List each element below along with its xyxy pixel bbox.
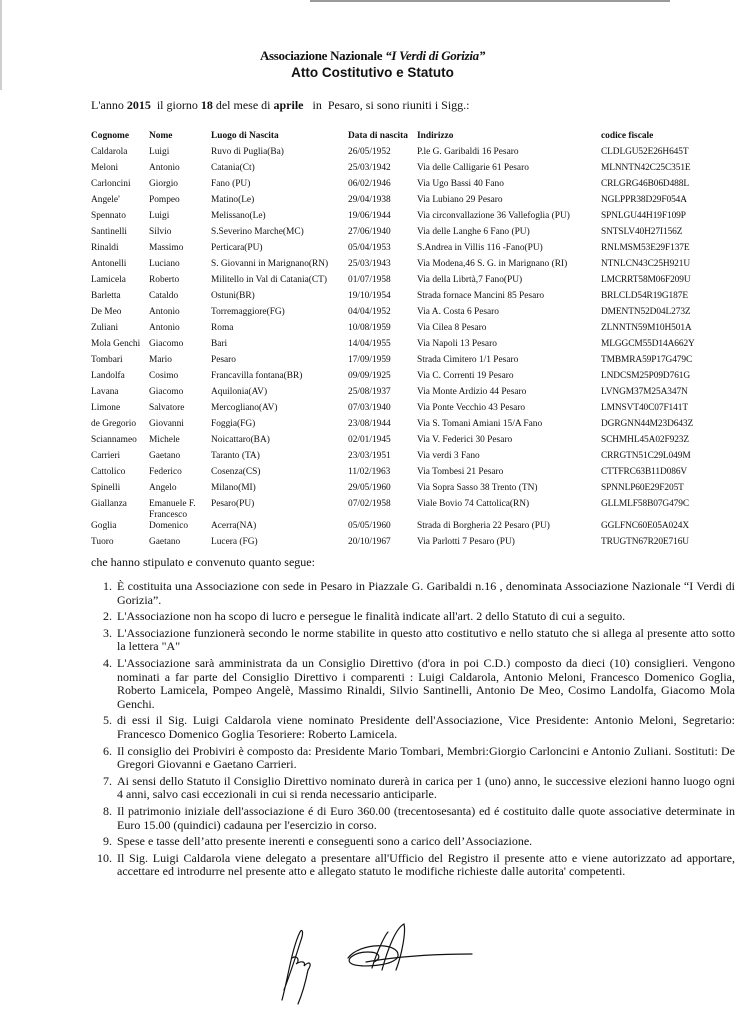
cell-nome: Gaetano (149, 537, 181, 547)
cell-nome: Pompeo (149, 195, 180, 205)
cell-data-nascita: 25/03/1943 (348, 259, 391, 269)
cell-data-nascita: 23/03/1951 (348, 451, 391, 461)
cell-luogo-nascita: Aquilonia(AV) (211, 387, 268, 397)
cell-luogo-nascita: Militello in Val di Catania(CT) (211, 275, 327, 285)
cell-data-nascita: 29/04/1938 (348, 195, 391, 205)
signature-graphic (270, 918, 490, 1008)
table-row (91, 355, 721, 371)
cell-data-nascita: 19/06/1944 (348, 211, 391, 221)
cell-codice-fiscale: MLGGCM55D14A662Y (601, 339, 695, 349)
cell-codice-fiscale: RNLMSM53E29F137E (601, 243, 690, 253)
cell-cognome: Carloncini (91, 179, 131, 189)
cell-nome: Giacomo (149, 387, 184, 397)
cell-codice-fiscale: CRLGRG46B06D488L (601, 179, 689, 189)
association-title (0, 48, 745, 64)
cell-indirizzo: Strada di Borgheria 22 Pesaro (PU) (417, 521, 550, 531)
cell-luogo-nascita: Ostuni(BR) (211, 291, 255, 301)
cell-indirizzo: P.le G. Garibaldi 16 Pesaro (417, 147, 519, 157)
cell-codice-fiscale: SCHMHL45A02F923Z (601, 435, 689, 445)
article-item: 8. Il patrimonio iniziale dell'associazione é di Euro 360.00 (trecentosesanta) ed é costituito dalle quote associative determinate in Euro 15.00 (quindici) cadauna per l'esercizio in corso. (115, 805, 735, 832)
table-row (91, 521, 721, 537)
table-row (91, 211, 721, 227)
signature-1-stroke (282, 930, 303, 1000)
column-header-data-nascita: Data di nascita (348, 131, 408, 141)
table-row (91, 259, 721, 275)
cell-nome: Antonio (149, 307, 180, 317)
cell-cognome: Lamicela (91, 275, 126, 285)
cell-data-nascita: 11/02/1963 (348, 467, 391, 477)
cell-luogo-nascita: Fano (PU) (211, 179, 251, 189)
table-row (91, 275, 721, 291)
cell-luogo-nascita: Matino(Le) (211, 195, 255, 205)
cell-codice-fiscale: GGLFNC60E05A024X (601, 521, 689, 531)
stipulation-line: che hanno stipulato e convenuto quanto segue: (91, 555, 315, 569)
cell-cognome: Spennato (91, 211, 126, 221)
cell-indirizzo: Via A. Costa 6 Pesaro (417, 307, 499, 317)
cell-indirizzo: Viale Bovio 74 Cattolica(RN) (417, 499, 530, 509)
cell-indirizzo: Via Ugo Bassi 40 Fano (417, 179, 504, 189)
cell-data-nascita: 07/03/1940 (348, 403, 391, 413)
cell-cognome: de Gregorio (91, 419, 137, 429)
cell-luogo-nascita: Bari (211, 339, 228, 349)
article-item: 9. Spese e tasse dell’atto presente inerenti e conseguenti sono a carico dell’Associazione. (115, 835, 735, 849)
cell-luogo-nascita: Roma (211, 323, 234, 333)
cell-nome: Mario (149, 355, 172, 365)
signature-2-underline (366, 954, 472, 962)
cell-nome: Giovanni (149, 419, 184, 429)
cell-data-nascita: 25/03/1942 (348, 163, 391, 173)
table-row (91, 467, 721, 483)
signature-1-letters (292, 957, 310, 1004)
table-row (91, 451, 721, 467)
cell-codice-fiscale: SPNLGU44H19F109P (601, 211, 686, 221)
table-row (91, 307, 721, 323)
cell-data-nascita: 10/08/1959 (348, 323, 391, 333)
cell-indirizzo: Via Cilea 8 Pesaro (417, 323, 487, 333)
article-item: 3. L'Associazione funzionerà secondo le norme stabilite in questo atto costitutivo e nello statuto che si allega al presente atto sotto la lettera "A" (115, 627, 735, 654)
cell-nome: Giorgio (149, 179, 178, 189)
cell-codice-fiscale: NTNLCN43C25H921U (601, 259, 691, 269)
cell-data-nascita: 17/09/1959 (348, 355, 391, 365)
table-row (91, 419, 721, 435)
cell-indirizzo: Strada fornace Mancini 85 Pesaro (417, 291, 545, 301)
article-item: 6. Il consiglio dei Probiviri è composto da: Presidente Mario Tombari, Membri:Giorgio Carloncini e Antonio Zuliani. Sostituti: De Gregori Giovanni e Gaetano Carrieri. (115, 745, 735, 772)
column-header-luogo-nascita: Luogo di Nascita (211, 131, 279, 141)
cell-data-nascita: 23/08/1944 (348, 419, 391, 429)
table-row (91, 483, 721, 499)
article-item: 5. di essi il Sig. Luigi Caldarola viene nominato Presidente dell'Associazione, Vice Presidente: Antonio Meloni, Segretario: Francesco Domenico Goglia Tesoriere: Roberto Lamicela. (115, 714, 735, 741)
cell-nome: Angelo (149, 483, 177, 493)
members-table-body (91, 147, 721, 553)
scan-edge-line (310, 0, 670, 2)
cell-indirizzo: Via delle Calligarie 61 Pesaro (417, 163, 529, 173)
cell-codice-fiscale: DMENTN52D04L273Z (601, 307, 691, 317)
cell-luogo-nascita: Lucera (FG) (211, 537, 258, 547)
cell-indirizzo: Via Lubiano 29 Pesaro (417, 195, 503, 205)
table-row (91, 403, 721, 419)
cell-cognome: Mola Genchi (91, 339, 141, 349)
cell-codice-fiscale: DGRGNN44M23D643Z (601, 419, 694, 429)
table-row (91, 323, 721, 339)
cell-data-nascita: 25/08/1937 (348, 387, 391, 397)
article-item: 10. Il Sig. Luigi Caldarola viene delegato a presentare all'Ufficio del Registro il presente atto e viene autorizzato ad apportare, accettare ed introdurre nel presente atto e allegato statuto le modifiche richieste dalle autorita' competenti. (115, 852, 735, 879)
cell-cognome: Barletta (91, 291, 121, 301)
cell-cognome: De Meo (91, 307, 122, 317)
column-header-cognome: Cognome (91, 131, 130, 141)
cell-indirizzo: Via verdi 3 Fano (417, 451, 480, 461)
cell-indirizzo: Via Sopra Sasso 38 Trento (TN) (417, 483, 538, 493)
cell-cognome: Zuliani (91, 323, 119, 333)
cell-luogo-nascita: Catania(Ct) (211, 163, 255, 173)
cell-nome: Federico (149, 467, 182, 477)
cell-cognome: Meloni (91, 163, 119, 173)
cell-luogo-nascita: Pesaro (211, 355, 236, 365)
table-row (91, 537, 721, 553)
cell-indirizzo: Via Parlotti 7 Pesaro (PU) (417, 537, 515, 547)
table-row (91, 179, 721, 195)
cell-luogo-nascita: Mercogliano(AV) (211, 403, 278, 413)
cell-data-nascita: 01/07/1958 (348, 275, 391, 285)
cell-cognome: Angele' (91, 195, 120, 205)
article-item: 1. È costituita una Associazione con sede in Pesaro in Piazzale G. Garibaldi n.16 , denominata Associazione Nazionale “I Verdi di Gorizia”. (115, 580, 735, 607)
cell-cognome: Cattolico (91, 467, 126, 477)
table-row (91, 291, 721, 307)
cell-line: Emanuele F. (149, 499, 196, 509)
document-header (0, 48, 745, 80)
cell-codice-fiscale: LMCRRT58M06F209U (601, 275, 691, 285)
cell-codice-fiscale: LMNSVT40C07F141T (601, 403, 688, 413)
cell-data-nascita: 19/10/1954 (348, 291, 391, 301)
articles-list (91, 580, 735, 882)
cell-nome: Massimo (149, 243, 184, 253)
cell-data-nascita: 05/05/1960 (348, 521, 391, 531)
table-row (91, 387, 721, 403)
cell-data-nascita: 05/04/1953 (348, 243, 391, 253)
cell-nome: Domenico (149, 521, 189, 531)
cell-indirizzo: Via Napoli 13 Pesaro (417, 339, 497, 349)
article-item: 2. L'Associazione non ha scopo di lucro e persegue le finalità indicate all'art. 2 dello Statuto di cui a seguito. (115, 610, 735, 624)
cell-codice-fiscale: CTTFRC63B11D086V (601, 467, 688, 477)
cell-luogo-nascita: Francavilla fontana(BR) (211, 371, 303, 381)
cell-codice-fiscale: BRLCLD54R19G187E (601, 291, 688, 301)
document-title: Atto Costitutivo e Statuto (291, 65, 454, 80)
cell-cognome: Goglia (91, 521, 117, 531)
association-name: “I Verdi di Gorizia” (385, 48, 486, 63)
cell-nome: Luciano (149, 259, 180, 269)
intro-text-1: L'anno (91, 98, 127, 112)
cell-nome: Antonio (149, 323, 180, 333)
cell-luogo-nascita: Milano(MI) (211, 483, 256, 493)
signatures (270, 918, 490, 1008)
cell-luogo-nascita: Noicattaro(BA) (211, 435, 270, 445)
table-row (91, 147, 721, 163)
cell-luogo-nascita: Perticara(PU) (211, 243, 263, 253)
table-row (91, 195, 721, 211)
cell-indirizzo: Via circonvallazione 36 Vallefoglia (PU) (417, 211, 570, 221)
cell-indirizzo: Via Modena,46 S. G. in Marignano (RI) (417, 259, 568, 269)
cell-indirizzo: Via della Librtà,7 Fano(PU) (417, 275, 523, 285)
table-row (91, 371, 721, 387)
cell-nome: Salvatore (149, 403, 185, 413)
cell-data-nascita: 14/04/1955 (348, 339, 391, 349)
intro-day: 18 (200, 98, 213, 112)
table-row (91, 499, 721, 521)
cell-line: Francesco (149, 510, 188, 520)
cell-indirizzo: Strada Cimitero 1/1 Pesaro (417, 355, 519, 365)
cell-nome: Luigi (149, 211, 170, 221)
cell-codice-fiscale: CRRGTN51C29L049M (601, 451, 691, 461)
cell-data-nascita: 02/01/1945 (348, 435, 391, 445)
cell-luogo-nascita: Pesaro(PU) (211, 499, 255, 509)
cell-luogo-nascita: Ruvo di Puglia(Ba) (211, 147, 284, 157)
cell-data-nascita: 06/02/1946 (348, 179, 391, 189)
cell-luogo-nascita: Melissano(Le) (211, 211, 266, 221)
cell-cognome: Caldarola (91, 147, 128, 157)
cell-codice-fiscale: SPNNLP60E29F205T (601, 483, 684, 493)
cell-data-nascita: 29/05/1960 (348, 483, 391, 493)
cell-codice-fiscale: LNDCSM25P09D761G (601, 371, 691, 381)
cell-nome: Cosimo (149, 371, 179, 381)
cell-cognome: Giallanza (91, 499, 127, 509)
cell-indirizzo: Via C. Correnti 19 Pesaro (417, 371, 514, 381)
table-row (91, 227, 721, 243)
article-item: 4. L'Associazione sarà amministrata da un Consiglio Direttivo (d'ora in poi C.D.) composto da dieci (10) consiglieri. Vengono nominati a far parte del Consiglio Direttivo i comparenti : Luigi Caldarola, Antonio Meloni, Francesco Domenico Goglia, Roberto Lamicela, Pompeo Angelè, Massimo Rinaldi, Silvio Santinelli, Antonio De Meo, Cosimo Landolfa, Giacomo Mola Genchi. (115, 657, 735, 711)
cell-cognome: Sciannameo (91, 435, 137, 445)
column-header-codice-fiscale: codice fiscale (601, 131, 654, 141)
cell-luogo-nascita: S. Giovanni in Marignano(RN) (211, 259, 329, 269)
cell-indirizzo: Via Ponte Vecchio 43 Pesaro (417, 403, 526, 413)
cell-cognome: Tombari (91, 355, 123, 365)
cell-codice-fiscale: SNTSLV40H27I156Z (601, 227, 683, 237)
cell-data-nascita: 26/05/1952 (348, 147, 391, 157)
cell-cognome: Rinaldi (91, 243, 119, 253)
intro-text-4: in Pesaro, si sono riuniti i Sigg.: (303, 98, 470, 112)
cell-nome: Silvio (149, 227, 172, 237)
cell-codice-fiscale: TMBMRA59P17G479C (601, 355, 693, 365)
cell-luogo-nascita: Torremaggiore(FG) (211, 307, 285, 317)
cell-data-nascita: 09/09/1925 (348, 371, 391, 381)
cell-luogo-nascita: S.Severino Marche(MC) (211, 227, 304, 237)
cell-nome: Michele (149, 435, 180, 445)
cell-data-nascita: 27/06/1940 (348, 227, 391, 237)
cell-nome: Roberto (149, 275, 180, 285)
cell-data-nascita: 20/10/1967 (348, 537, 391, 547)
cell-indirizzo: S.Andrea in Villis 116 -Fano(PU) (417, 243, 543, 253)
cell-cognome: Tuoro (91, 537, 114, 547)
members-table (91, 131, 721, 553)
cell-cognome: Landolfa (91, 371, 125, 381)
table-row (91, 435, 721, 451)
cell-cognome: Lavana (91, 387, 119, 397)
cell-luogo-nascita: Cosenza(CS) (211, 467, 261, 477)
cell-data-nascita: 04/04/1952 (348, 307, 391, 317)
cell-cognome: Carrieri (91, 451, 121, 461)
cell-codice-fiscale: CLDLGU52E26H645T (601, 147, 689, 157)
cell-codice-fiscale: MLNNTN42C25C351E (601, 163, 691, 173)
cell-luogo-nascita: Taranto (TA) (211, 451, 260, 461)
table-row (91, 163, 721, 179)
table-header-row (91, 131, 721, 147)
cell-nome: Gaetano (149, 451, 181, 461)
cell-codice-fiscale: TRUGTN67R20E716U (601, 537, 689, 547)
cell-nome: Cataldo (149, 291, 179, 301)
cell-indirizzo: Via Tombesi 21 Pesaro (417, 467, 504, 477)
column-header-nome: Nome (149, 131, 173, 141)
table-row (91, 243, 721, 259)
association-prefix: Associazione Nazionale (259, 48, 386, 63)
cell-indirizzo: Via delle Langhe 6 Fano (PU) (417, 227, 530, 237)
cell-cognome: Limone (91, 403, 121, 413)
cell-codice-fiscale: ZLNNTN59M10H501A (601, 323, 692, 333)
cell-nome: Giacomo (149, 339, 184, 349)
cell-nome: Luigi (149, 147, 170, 157)
cell-cognome: Santinelli (91, 227, 127, 237)
cell-cognome: Antonelli (91, 259, 127, 269)
cell-nome: Antonio (149, 163, 180, 173)
cell-nome (149, 499, 211, 521)
intro-month: aprile (273, 98, 304, 112)
intro-line (91, 98, 470, 113)
cell-indirizzo: Via S. Tomani Amiani 15/A Fano (417, 419, 543, 429)
cell-codice-fiscale: LVNGM37M25A347N (601, 387, 688, 397)
cell-luogo-nascita: Acerra(NA) (211, 521, 257, 531)
cell-data-nascita: 07/02/1958 (348, 499, 391, 509)
cell-codice-fiscale: NGLPPR38D29F054A (601, 195, 687, 205)
table-row (91, 339, 721, 355)
article-item: 7. Ai sensi dello Statuto il Consiglio Direttivo nominato durerà in carica per 1 (uno) anno, le successive elezioni hanno luogo ogni 4 anni, salvo casi eccezionali in cui si renda necessario anticiparle. (115, 775, 735, 802)
cell-luogo-nascita: Foggia(FG) (211, 419, 256, 429)
cell-codice-fiscale: GLLMLF58B07G479C (601, 499, 689, 509)
cell-cognome: Spinelli (91, 483, 121, 493)
intro-year: 2015 (126, 98, 151, 112)
cell-indirizzo: Via Monte Ardizio 44 Pesaro (417, 387, 527, 397)
intro-text-3: del mese di (212, 98, 274, 112)
column-header-indirizzo: Indirizzo (417, 131, 454, 141)
cell-indirizzo: Via V. Federici 30 Pesaro (417, 435, 513, 445)
intro-text-2: il giorno (150, 98, 201, 112)
